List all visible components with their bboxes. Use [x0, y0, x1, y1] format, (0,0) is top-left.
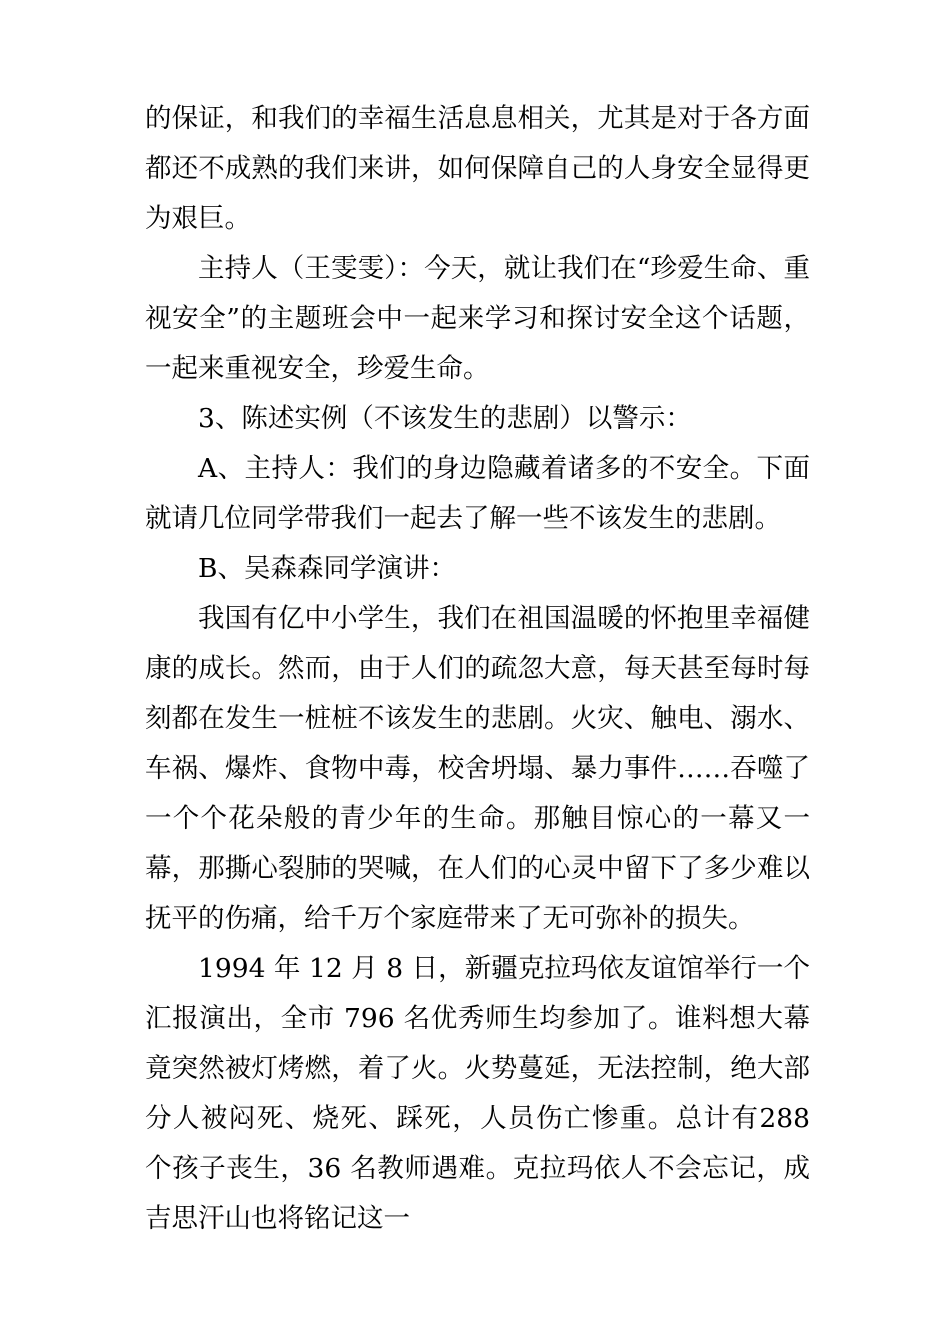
paragraph-host-statement: A、主持人：我们的身边隐藏着诸多的不安全。下面就请几位同学带我们一起去了解一些不该发生的悲剧。 — [145, 453, 810, 534]
body-text — [145, 94, 810, 1244]
paragraph-speech-heading: B、吴森森同学演讲： — [198, 553, 456, 584]
paragraph-speech-body: 我国有亿中小学生，我们在祖国温暖的怀抱里幸福健康的成长。然而，由于人们的疏忽大意，每天甚至每时每刻都在发生一桩桩不该发生的悲剧。火灾、触电、溺水、车祸、爆炸、食物中毒，校舍坍塌、暴力事件……吞噬了一个个花朵般的青少年的生命。那触目惊心的一幕又一幕，那撕心裂肺的哭喊，在人们的心灵中留下了多少难以抚平的伤痛，给千万个家庭带来了无可弥补的损失。 — [145, 603, 810, 934]
paragraph-host-intro: 主持人（王雯雯）：今天，就让我们在“珍爱生命、重视安全”的主题班会中一起来学习和探讨安全这个话题，一起来重视安全，珍爱生命。 — [145, 253, 810, 384]
paragraph-example-karamay: 1994 年 12 月 8 日，新疆克拉玛依友谊馆举行一个汇报演出，全市 796 名优秀师生均参加了。谁料想大幕竟突然被灯烤燃，着了火。火势蔓延，无法控制，绝大部分人被闷死、烧死、踩死，人员伤亡惨重。总计有288 个孩子丧生，36 名教师遇难。克拉玛依人不会忘记，成吉思汗山也将铭记这一 — [145, 953, 810, 1234]
paragraph-continuation: 的保证，和我们的幸福生活息息相关，尤其是对于各方面都还不成熟的我们来讲，如何保障自己的人身安全显得更为艰巨。 — [145, 103, 810, 234]
paragraph-section-heading: 3、陈述实例（不该发生的悲剧）以警示： — [198, 403, 692, 434]
